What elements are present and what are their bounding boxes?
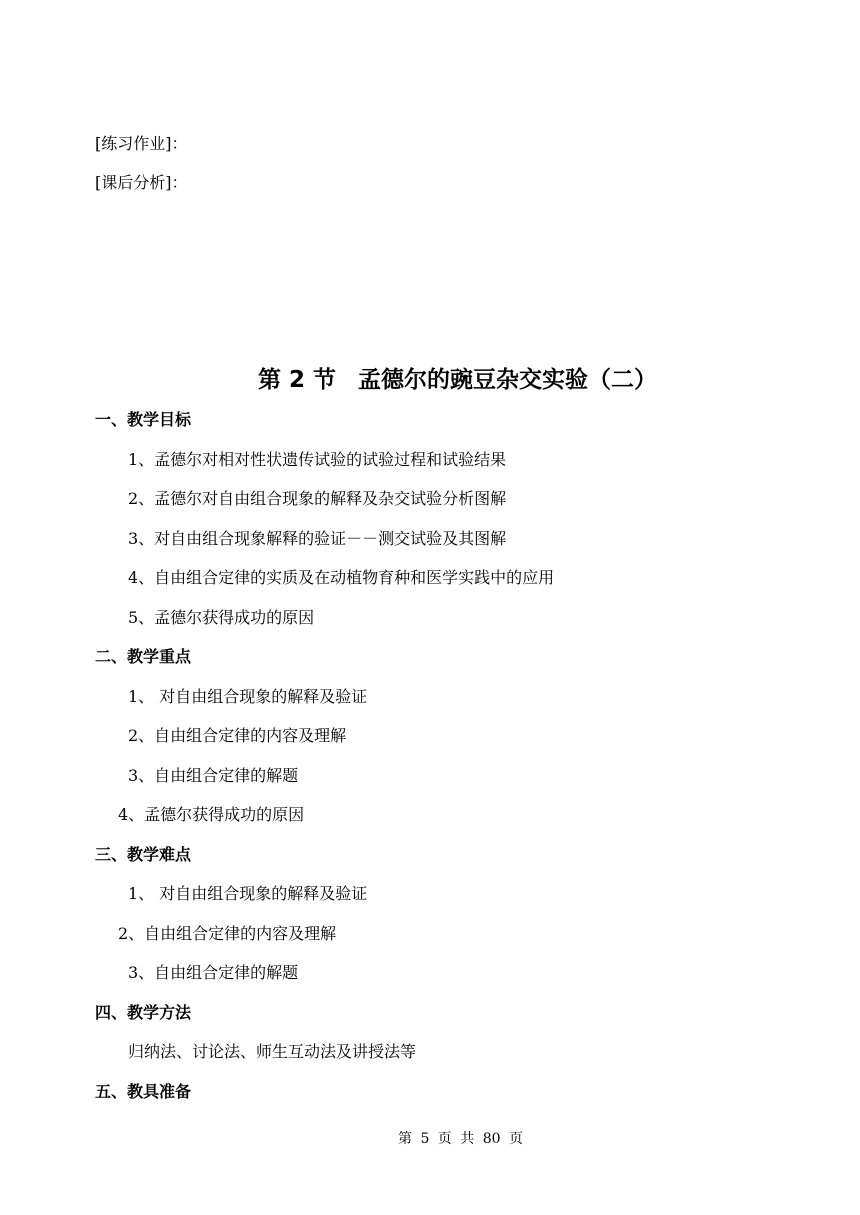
goal-item: 1、孟德尔对相对性状遗传试验的试验过程和试验结果	[128, 450, 507, 469]
goal-item: 3、对自由组合现象解释的验证－－测交试验及其图解	[128, 529, 507, 548]
section-number: 第 2 节	[258, 367, 337, 393]
difficulty-item: 1、 对自由组合现象的解释及验证	[128, 884, 368, 903]
method-item: 归纳法、讨论法、师生互动法及讲授法等	[128, 1042, 417, 1061]
focus-item: 1、 对自由组合现象的解释及验证	[128, 687, 368, 706]
analysis-label: [课后分析]：	[95, 173, 188, 192]
difficulty-item: 3、自由组合定律的解题	[128, 963, 299, 982]
heading-teaching-focus: 二、教学重点	[95, 647, 192, 666]
section-title	[258, 366, 657, 394]
heading-teaching-methods: 四、教学方法	[95, 1003, 192, 1022]
page-footer: 第 5 页 共 80 页	[398, 1131, 523, 1147]
homework-label: [练习作业]：	[95, 134, 188, 153]
goal-item: 2、孟德尔对自由组合现象的解释及杂交试验分析图解	[128, 489, 507, 508]
focus-item: 3、自由组合定律的解题	[128, 766, 299, 785]
difficulty-item: 2、自由组合定律的内容及理解	[118, 924, 337, 943]
heading-teaching-difficulties: 三、教学难点	[95, 845, 192, 864]
section-name: 孟德尔的豌豆杂交实验（二）	[358, 367, 658, 393]
heading-teaching-aids: 五、教具准备	[95, 1082, 192, 1101]
goal-item: 4、自由组合定律的实质及在动植物育种和医学实践中的应用	[128, 568, 555, 587]
goal-item: 5、孟德尔获得成功的原因	[128, 608, 315, 627]
heading-teaching-goals: 一、教学目标	[95, 410, 192, 429]
focus-item: 2、自由组合定律的内容及理解	[128, 726, 347, 745]
focus-item: 4、孟德尔获得成功的原因	[118, 805, 305, 824]
